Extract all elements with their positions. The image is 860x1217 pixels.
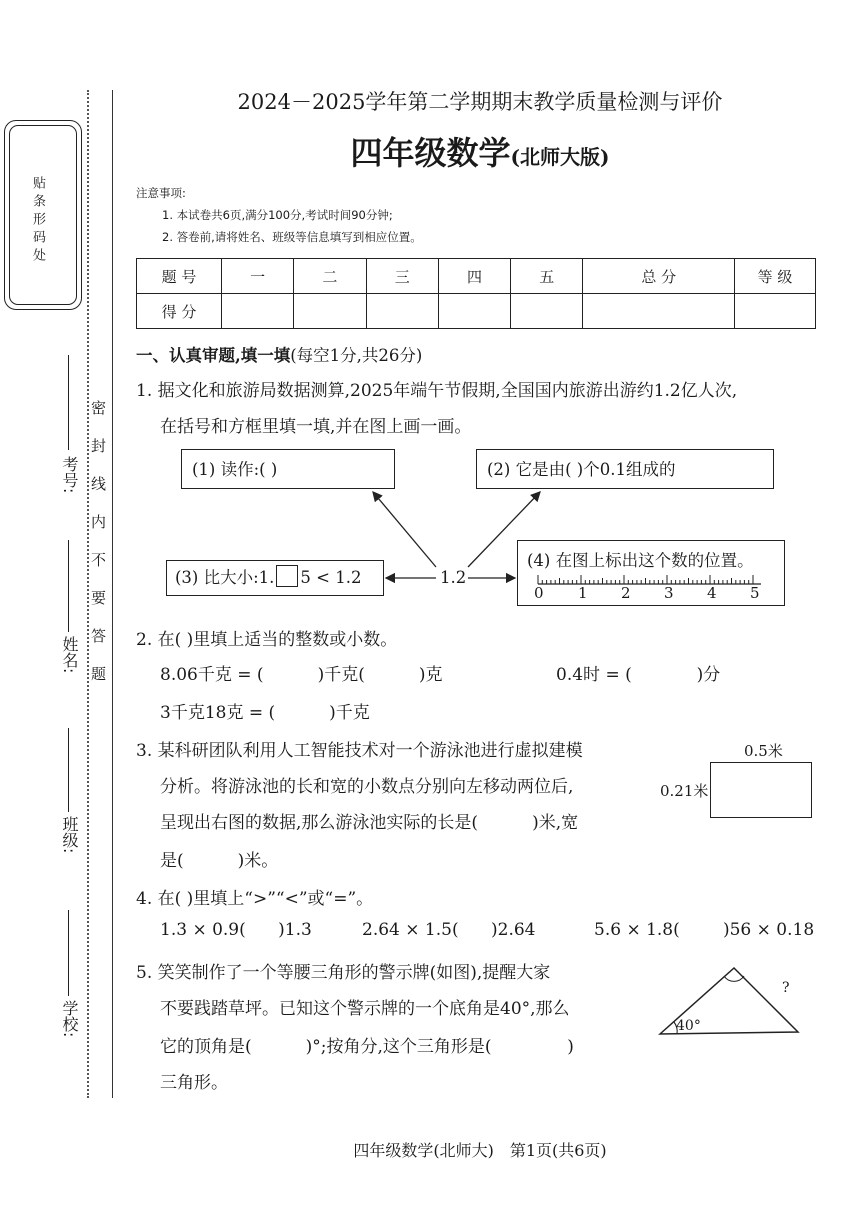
ruler-label: 5: [750, 584, 760, 602]
ruler-label: 1: [578, 584, 588, 602]
section-title-text: 一、认真审题,填一填: [136, 346, 291, 365]
class-label: 班级:: [60, 816, 79, 854]
number-line-labels: [528, 584, 788, 604]
q5-text-line1: 5. 笑笑制作了一个等腰三角形的警示牌(如图),提醒大家: [136, 963, 551, 983]
score-header: 总 分: [583, 259, 735, 294]
q3-text-line1: 3. 某科研团队利用人工智能技术对一个游泳池进行虚拟建模: [136, 741, 583, 761]
subject-name: 四年级数学: [350, 134, 511, 172]
q3-text-line2: 分析。将游泳池的长和宽的小数点分别向左移动两位后,: [160, 777, 574, 797]
q1-compare-blank[interactable]: [276, 565, 298, 587]
notes-heading: 注意事项:: [136, 186, 186, 200]
score-header: 等 级: [735, 259, 816, 294]
q4-text: 4. 在( )里填上“>”“<”或“=”。: [136, 889, 374, 909]
q5-text-line2: 不要践踏草坪。已知这个警示牌的一个底角是40°,那么: [160, 999, 570, 1019]
ruler-label: 3: [664, 584, 674, 602]
q1-text-line1: 1. 据文化和旅游局数据测算,2025年端午节假期,全国国内旅游出游约1.2亿人次,: [136, 381, 738, 401]
q5-text-line4: 三角形。: [160, 1073, 228, 1093]
barcode-label: 贴条形码处: [30, 176, 45, 266]
score-row-label: 得 分: [137, 294, 222, 329]
score-header: 题 号: [137, 259, 222, 294]
base-angle-label: 40°: [676, 1018, 701, 1034]
score-header: 四: [438, 259, 510, 294]
warning-sign-triangle: [650, 960, 810, 1042]
q2-item-c: 3千克18克 = ( )千克: [160, 703, 370, 723]
page-footer: 四年级数学(北师大) 第1页(共6页): [353, 1141, 607, 1160]
q1-numberline-text: (4) 在图上标出这个数的位置。: [527, 551, 754, 570]
edition-label: (北师大版): [510, 145, 610, 169]
q1-box-compose[interactable]: (2) 它是由( )个0.1组成的: [476, 449, 774, 489]
pool-width-label: 0.21米: [660, 782, 709, 800]
top-angle-label: ?: [782, 980, 790, 996]
q1-compare-prefix: (3) 比大小:1.: [175, 568, 275, 587]
q2-text: 2. 在( )里填上适当的整数或小数。: [136, 630, 398, 650]
q1-compare-suffix: 5 < 1.2: [300, 568, 362, 587]
q3-text-line3: 呈现出右图的数据,那么游泳池实际的长是( )米,宽: [160, 813, 579, 833]
pool-rectangle: [710, 762, 812, 818]
q3-text-line4: 是( )米。: [160, 851, 279, 871]
q2-item-a: 8.06千克 = ( )千克( )克: [160, 665, 443, 685]
score-header: 二: [294, 259, 366, 294]
score-header: 一: [222, 259, 294, 294]
note-item: 1. 本试卷共6页,满分100分,考试时间90分钟;: [162, 208, 393, 222]
pool-length-label: 0.5米: [744, 742, 783, 760]
q1-box-read[interactable]: (1) 读作:( ): [181, 449, 395, 489]
ruler-label: 0: [534, 584, 544, 602]
q4-item-b: 2.64 × 1.5( )2.64: [362, 920, 536, 940]
school-label: 学校:: [60, 1000, 79, 1038]
q1-box-compare: [166, 560, 384, 596]
ruler-label: 4: [707, 584, 717, 602]
seal-line-warning: 密封线内不要答题: [89, 400, 107, 704]
section-points: (每空1分,共26分): [290, 346, 423, 365]
note-item: 2. 答卷前,请将姓名、班级等信息填写到相应位置。: [162, 230, 422, 244]
q1-text-line2: 在括号和方框里填一填,并在图上画一画。: [160, 417, 472, 437]
exam-title: 2024－2025学年第二学期期末教学质量检测与评价: [237, 90, 723, 114]
q4-item-c: 5.6 × 1.8( )56 × 0.18: [594, 920, 815, 940]
score-header: 三: [366, 259, 438, 294]
q4-item-a: 1.3 × 0.9( )1.3: [160, 920, 312, 940]
ruler-label: 2: [621, 584, 631, 602]
q2-item-b: 0.4时 = ( )分: [556, 665, 721, 685]
q5-text-line3: 它的顶角是( )°;按角分,这个三角形是( ): [160, 1037, 574, 1057]
score-header: 五: [511, 259, 583, 294]
exam-number-label: 考号:: [60, 456, 79, 494]
q1-center-number: 1.2: [440, 568, 467, 587]
name-label: 姓名:: [60, 636, 79, 674]
